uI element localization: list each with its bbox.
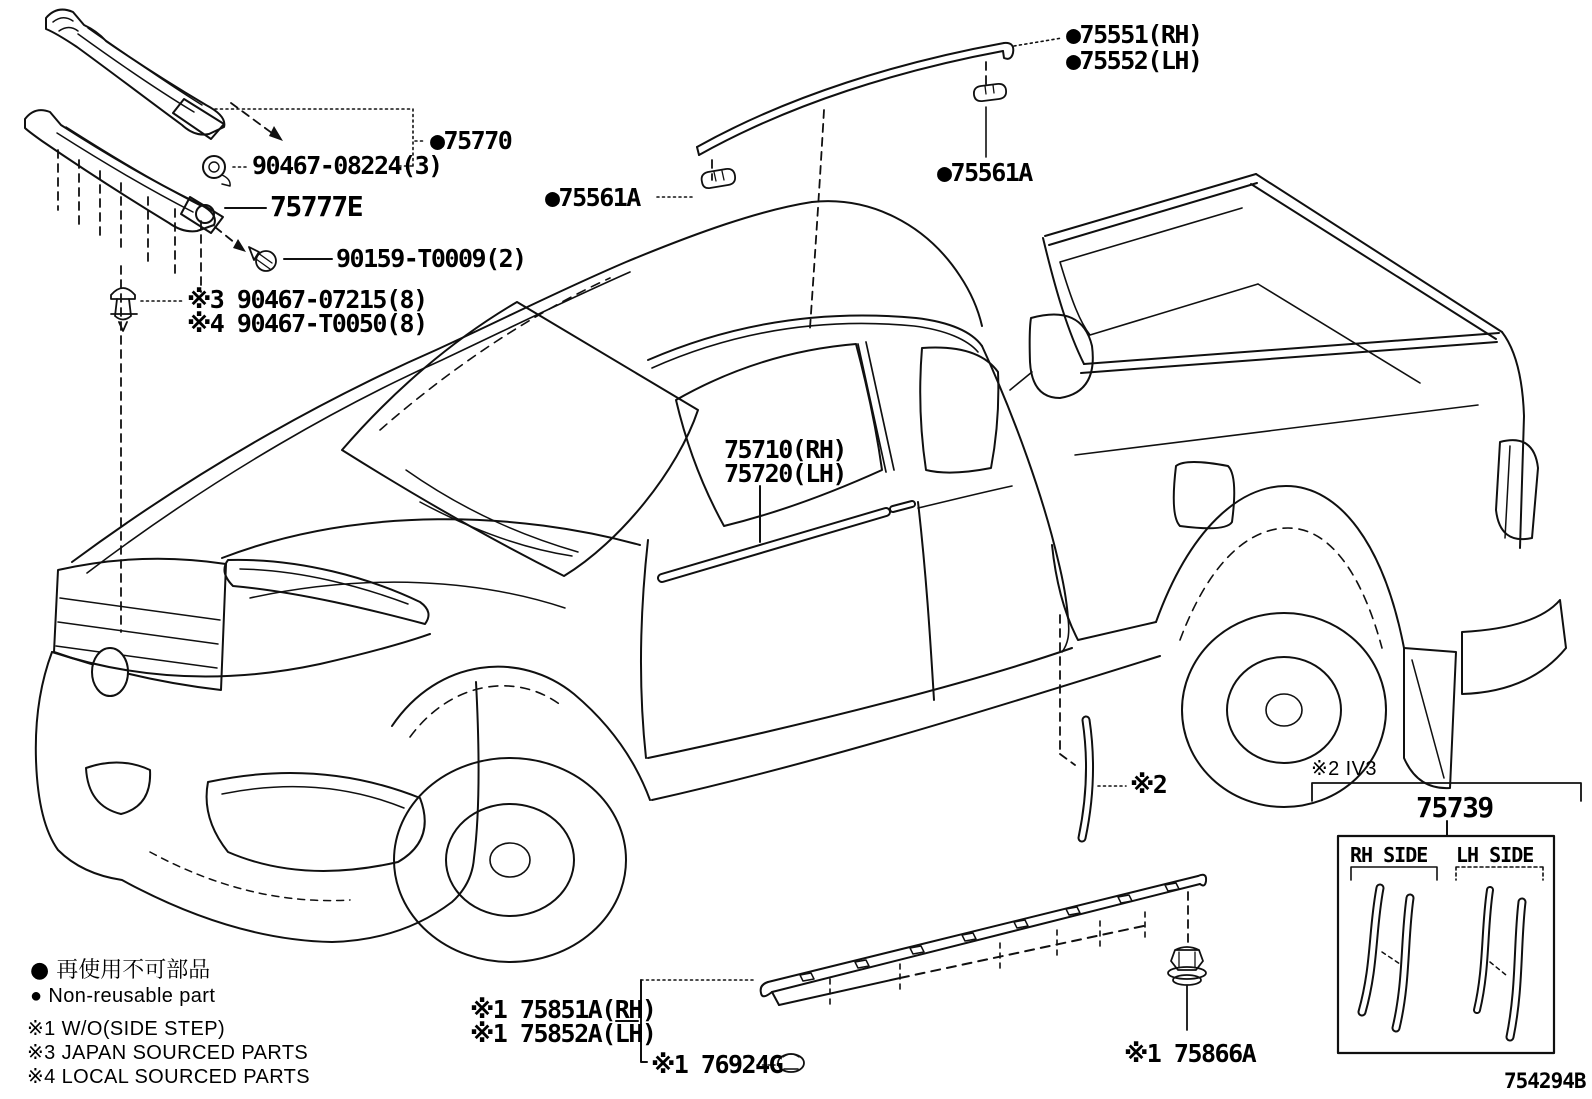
part-label-75710[interactable]: 75710(RH) [724,435,846,464]
legend-non-reusable-en: ● Non-reusable part [30,985,216,1007]
part-label-75851a[interactable]: ※1 75851A(RH) [470,995,656,1024]
projection-dashes-cowl [58,103,276,632]
part-label-90467-08224[interactable]: 90467-08224(3) [252,151,442,180]
part-label-90467-t0050[interactable]: ※4 90467-T0050(8) [187,309,427,338]
roof-moulding-75551-art [697,43,1013,155]
note2-iv3-label: ※2 IV3 [1311,758,1377,780]
part-label-75866a[interactable]: ※1 75866A [1124,1039,1256,1068]
arrowhead [233,239,246,252]
arrowhead [269,126,283,141]
part-label-75739[interactable]: 75739 [1416,791,1493,824]
part-label-75777e[interactable]: 75777E [270,190,363,223]
part-label-75770[interactable]: ●75770 [430,126,512,155]
part-label-75720[interactable]: 75720(LH) [724,459,846,488]
roof-clip-left-art [702,169,736,188]
document-number: 754294B [1504,1069,1586,1093]
bolt-75866a-art [1168,892,1206,1030]
lh-side-label: LH SIDE [1456,843,1534,867]
projection-dashes-roof [712,62,986,328]
screw-90159-art [249,247,276,271]
rocker-moulding-75851a-art [761,875,1206,1005]
belt-moulding-75710-art [662,504,912,578]
note2-label: ※2 [1130,770,1167,799]
roof-clip-right-art [974,84,1006,157]
legend-non-reusable-jp: ● 再使用不可部品 [30,958,211,983]
push-pin-clip-art [111,288,137,331]
part-label-75561a-left[interactable]: ●75561A [545,183,640,212]
footnote-3: ※3 JAPAN SOURCED PARTS [27,1042,309,1064]
part-label-75552[interactable]: ●75552(LH) [1066,46,1202,75]
footnote-1: ※1 W/O(SIDE STEP) [27,1018,226,1040]
part-label-90159-t0009[interactable]: 90159-T0009(2) [336,244,526,273]
footnote-4: ※4 LOCAL SOURCED PARTS [27,1066,311,1088]
part-label-75852a[interactable]: ※1 75852A(LH) [470,1019,656,1048]
grommet-90467-08224-art [203,156,230,186]
rh-side-label: RH SIDE [1350,843,1428,867]
part-label-76924g[interactable]: ※1 76924G [651,1050,783,1079]
windshield-moulding-75770-art [46,10,224,139]
part-label-75551[interactable]: ●75551(RH) [1066,20,1202,49]
windshield-moulding-75777e-art [25,110,223,233]
part-label-75561a-right[interactable]: ●75561A [937,158,1032,187]
part-label-90467-07215[interactable]: ※3 90467-07215(8) [187,285,427,314]
